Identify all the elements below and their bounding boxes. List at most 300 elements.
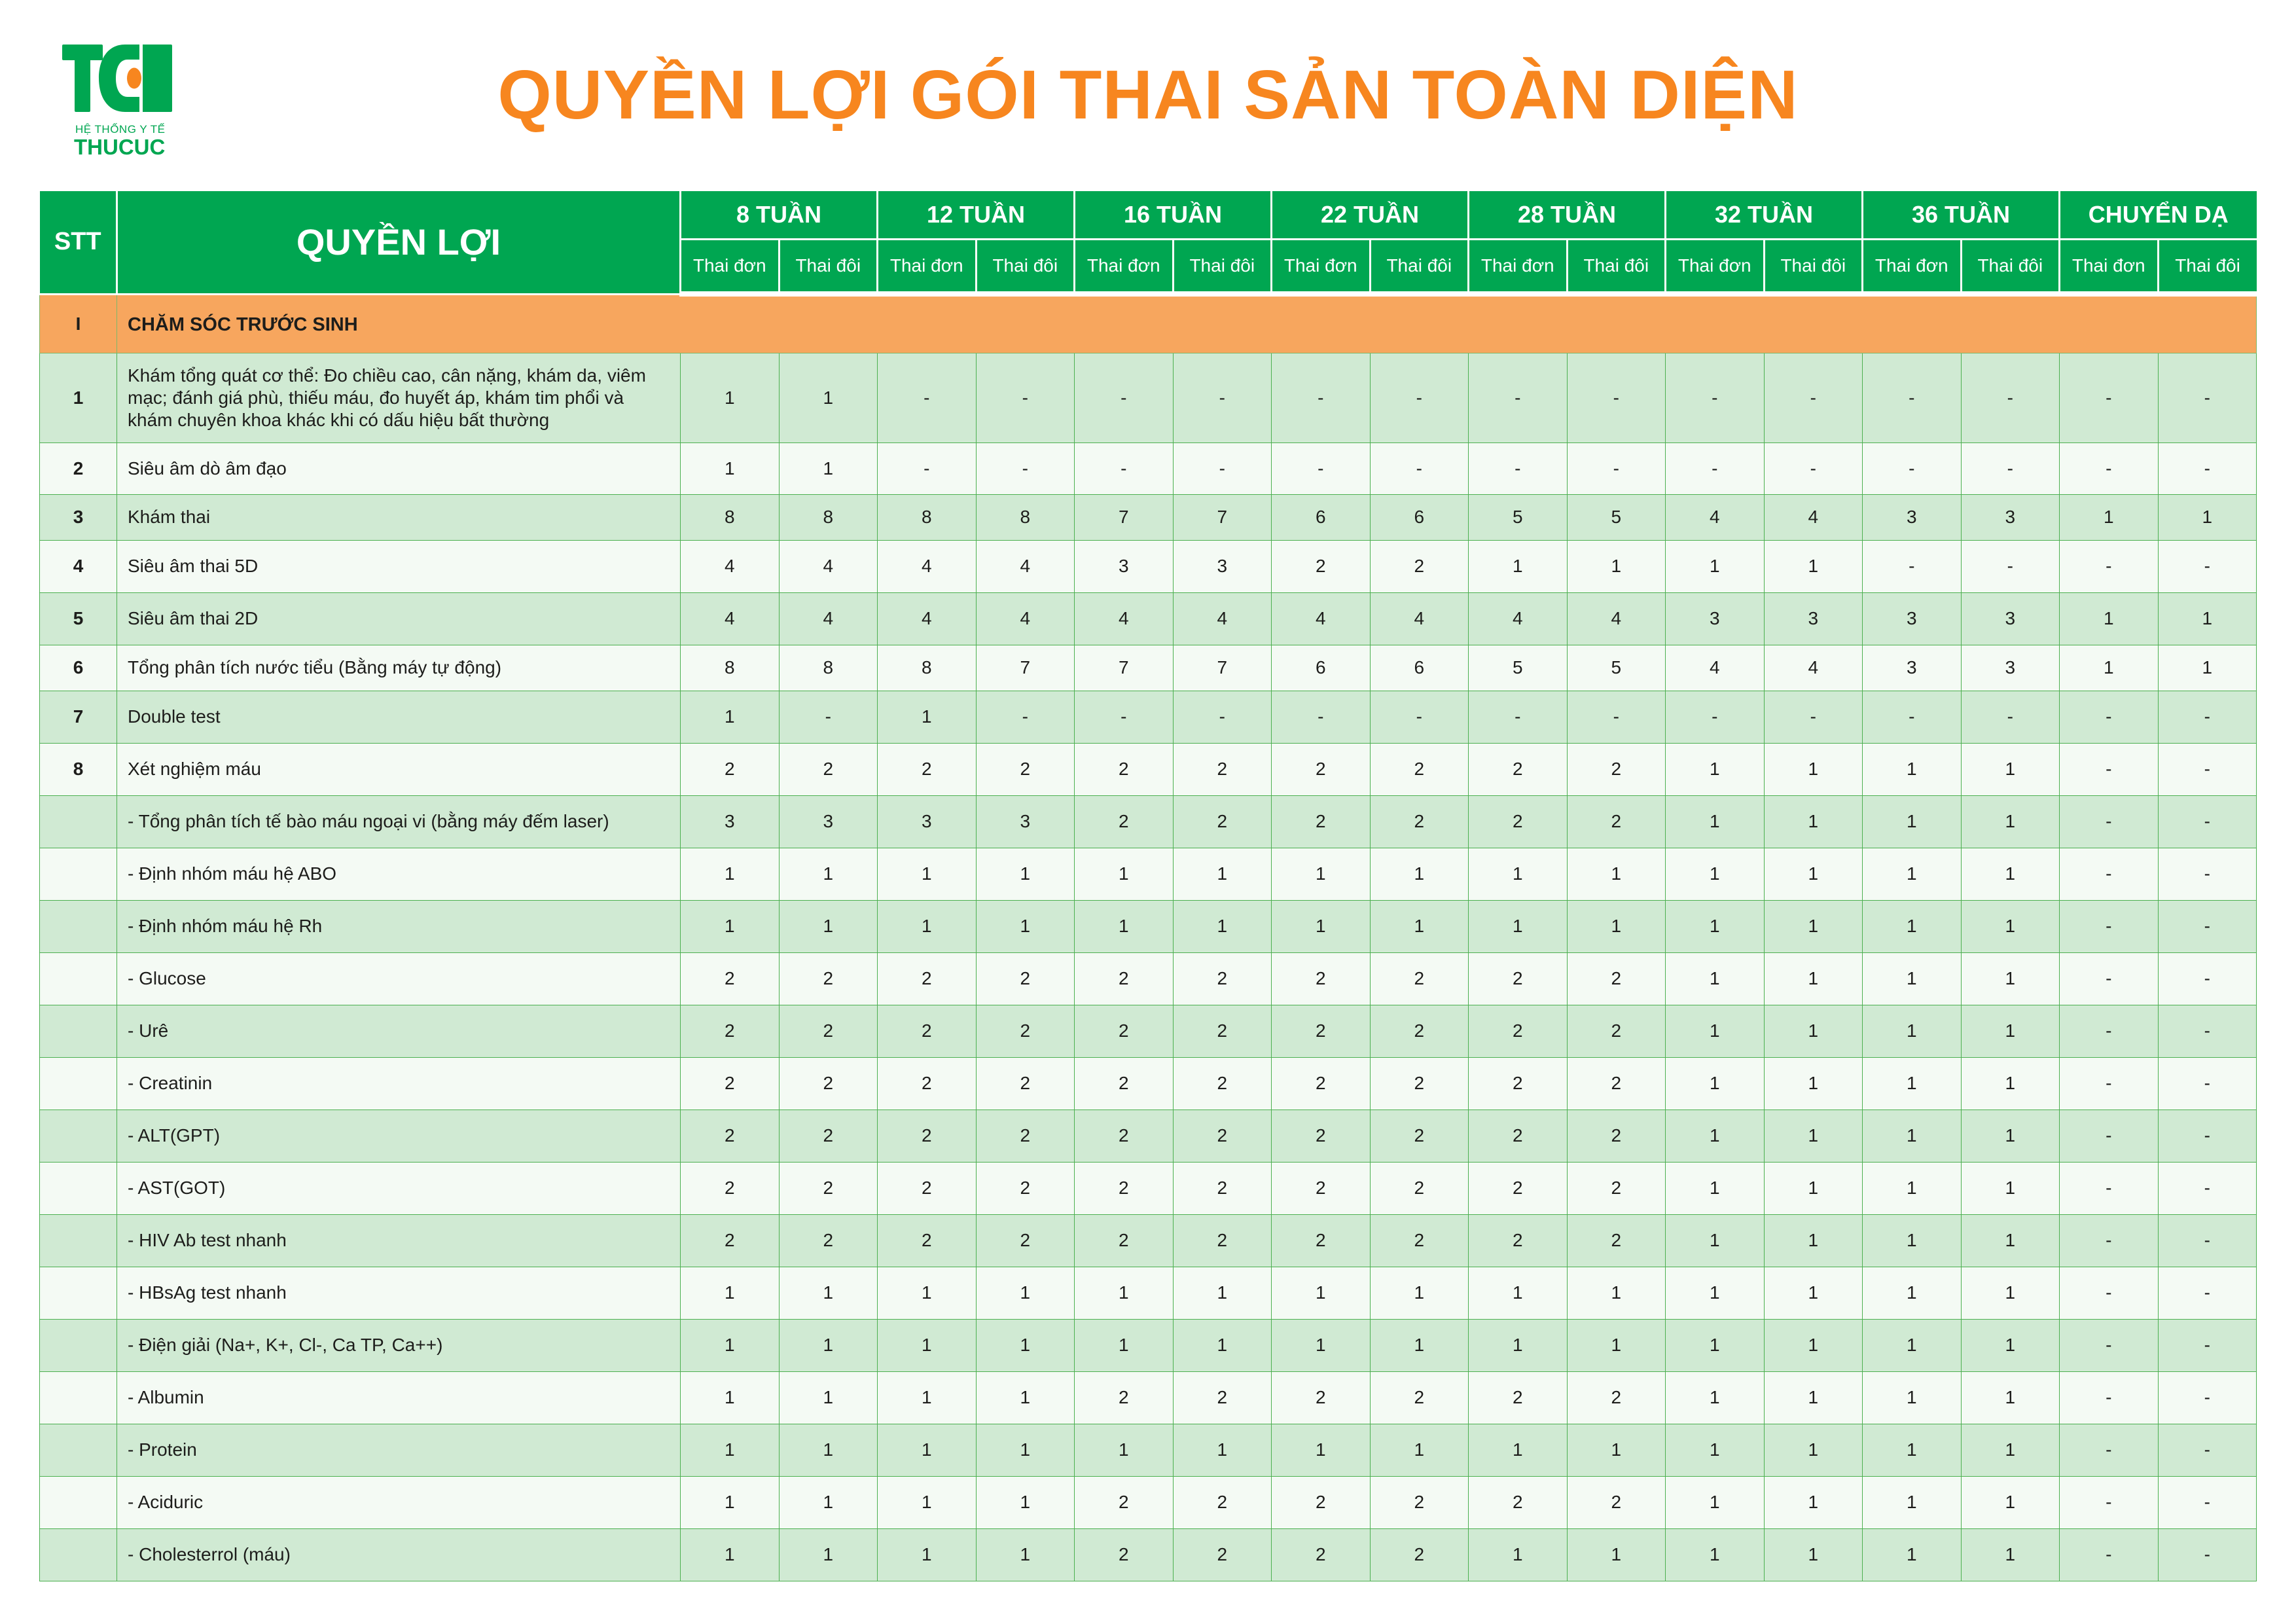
row-stt: 2 xyxy=(40,442,117,494)
row-value-cell: 1 xyxy=(779,1476,878,1528)
row-value-cell: 2 xyxy=(1075,1005,1174,1057)
row-value-cell: 3 xyxy=(1666,592,1765,645)
row-benefit-label: - Điện giải (Na+, K+, Cl-, Ca TP, Ca++) xyxy=(117,1319,681,1371)
row-value-cell: 1 xyxy=(1469,1319,1568,1371)
table-row xyxy=(40,691,2257,743)
row-value-cell: 4 xyxy=(976,540,1075,592)
row-value-cell: 1 xyxy=(1370,900,1469,952)
row-value-cell: 2 xyxy=(1469,952,1568,1005)
row-value-cell: 1 xyxy=(1764,1476,1863,1528)
row-value-cell: 4 xyxy=(1173,592,1272,645)
row-value-cell: 1 xyxy=(1666,1057,1765,1110)
row-value-cell: - xyxy=(2060,1371,2159,1424)
row-value-cell: 2 xyxy=(878,1110,977,1162)
subheader-twin: Thai đôi xyxy=(779,239,878,294)
row-value-cell: 2 xyxy=(976,1162,1075,1214)
table-row xyxy=(40,1214,2257,1267)
row-benefit-label: - Định nhóm máu hệ ABO xyxy=(117,848,681,900)
row-value-cell: 1 xyxy=(1863,1476,1962,1528)
row-value-cell: - xyxy=(1863,353,1962,442)
row-value-cell: 2 xyxy=(1469,1110,1568,1162)
row-value-cell: - xyxy=(1567,691,1666,743)
row-value-cell: 1 xyxy=(1567,1424,1666,1476)
row-benefit-label: - HIV Ab test nhanh xyxy=(117,1214,681,1267)
row-value-cell: - xyxy=(2158,1424,2257,1476)
row-value-cell: 1 xyxy=(976,848,1075,900)
row-value-cell: - xyxy=(1370,442,1469,494)
row-value-cell: 1 xyxy=(878,1476,977,1528)
table-row xyxy=(40,592,2257,645)
row-value-cell: 1 xyxy=(1469,1528,1568,1581)
row-value-cell: - xyxy=(2158,442,2257,494)
row-value-cell: 2 xyxy=(976,1214,1075,1267)
row-value-cell: 1 xyxy=(878,1424,977,1476)
row-benefit-label: - HBsAg test nhanh xyxy=(117,1267,681,1319)
table-row xyxy=(40,494,2257,540)
row-value-cell: - xyxy=(2060,952,2159,1005)
row-stt xyxy=(40,1057,117,1110)
row-value-cell: 2 xyxy=(1075,952,1174,1005)
row-value-cell: - xyxy=(2158,691,2257,743)
row-value-cell: - xyxy=(2158,1057,2257,1110)
row-value-cell: 1 xyxy=(1666,1319,1765,1371)
row-value-cell: 1 xyxy=(2158,494,2257,540)
row-value-cell: 1 xyxy=(1075,848,1174,900)
row-value-cell: 2 xyxy=(1469,1476,1568,1528)
header-stt: STT xyxy=(40,191,117,294)
row-benefit-label: Khám tổng quát cơ thể: Đo chiều cao, cân nặng, khám da, viêm mạc; đánh giá phù, thiếu máu, đo huyết áp, khám tim phổi và khám chuyên khoa khác khi có dấu hiệu bất thường xyxy=(117,353,681,442)
row-value-cell: 4 xyxy=(1469,592,1568,645)
row-value-cell: 7 xyxy=(976,645,1075,691)
row-value-cell: 2 xyxy=(1272,540,1371,592)
row-value-cell: - xyxy=(1666,691,1765,743)
row-value-cell: 1 xyxy=(1370,1424,1469,1476)
row-value-cell: 2 xyxy=(1173,952,1272,1005)
row-value-cell: 4 xyxy=(878,540,977,592)
subheader-single: Thai đơn xyxy=(1075,239,1174,294)
row-value-cell: 2 xyxy=(1075,1110,1174,1162)
row-benefit-label: - AST(GOT) xyxy=(117,1162,681,1214)
row-value-cell: - xyxy=(2060,1528,2159,1581)
row-value-cell: 2 xyxy=(1272,743,1371,795)
header-group-16-weeks: 16 TUẦN xyxy=(1075,191,1272,239)
row-value-cell: 2 xyxy=(1567,1005,1666,1057)
row-value-cell: 1 xyxy=(1764,1528,1863,1581)
row-value-cell: 2 xyxy=(1370,952,1469,1005)
row-value-cell: 2 xyxy=(1469,1214,1568,1267)
row-benefit-label: - Tổng phân tích tế bào máu ngoại vi (bằng máy đếm laser) xyxy=(117,795,681,848)
row-value-cell: - xyxy=(2060,1319,2159,1371)
row-value-cell: 1 xyxy=(681,1319,780,1371)
row-value-cell: 1 xyxy=(1863,743,1962,795)
row-value-cell: 1 xyxy=(1764,848,1863,900)
row-value-cell: 3 xyxy=(878,795,977,848)
row-value-cell: 2 xyxy=(1272,1110,1371,1162)
table-row xyxy=(40,1005,2257,1057)
row-value-cell: 1 xyxy=(779,1267,878,1319)
row-value-cell: 2 xyxy=(1173,1005,1272,1057)
row-value-cell: - xyxy=(2158,353,2257,442)
row-stt xyxy=(40,1214,117,1267)
row-value-cell: 1 xyxy=(1567,1267,1666,1319)
row-value-cell: 1 xyxy=(1075,1424,1174,1476)
row-value-cell: 1 xyxy=(1961,1110,2060,1162)
section-label: CHĂM SÓC TRƯỚC SINH xyxy=(117,294,2257,353)
row-benefit-label: Siêu âm thai 5D xyxy=(117,540,681,592)
row-value-cell: 6 xyxy=(1272,494,1371,540)
logo-name: THUCUC xyxy=(74,135,166,159)
row-value-cell: 1 xyxy=(878,1319,977,1371)
subheader-twin: Thai đôi xyxy=(976,239,1075,294)
row-stt xyxy=(40,1528,117,1581)
row-value-cell: 1 xyxy=(2060,645,2159,691)
row-value-cell: - xyxy=(2158,1528,2257,1581)
subheader-twin: Thai đôi xyxy=(1764,239,1863,294)
row-value-cell: 1 xyxy=(878,848,977,900)
row-value-cell: 3 xyxy=(1961,494,2060,540)
row-value-cell: 3 xyxy=(1075,540,1174,592)
row-value-cell: 2 xyxy=(1173,1162,1272,1214)
row-value-cell: 2 xyxy=(1173,1214,1272,1267)
row-value-cell: 4 xyxy=(976,592,1075,645)
row-value-cell: 1 xyxy=(878,691,977,743)
row-value-cell: 2 xyxy=(1272,1214,1371,1267)
row-value-cell: 2 xyxy=(681,743,780,795)
table-row xyxy=(40,1476,2257,1528)
row-value-cell: 1 xyxy=(2060,494,2159,540)
row-value-cell: 2 xyxy=(681,1214,780,1267)
row-value-cell: 1 xyxy=(1863,900,1962,952)
row-value-cell: 2 xyxy=(681,1057,780,1110)
row-value-cell: - xyxy=(878,442,977,494)
row-value-cell: 2 xyxy=(779,1005,878,1057)
row-value-cell: 2 xyxy=(681,1005,780,1057)
row-value-cell: 2 xyxy=(1370,1057,1469,1110)
row-value-cell: 1 xyxy=(1370,848,1469,900)
row-stt xyxy=(40,1267,117,1319)
row-value-cell: 2 xyxy=(1370,795,1469,848)
row-value-cell: - xyxy=(1567,442,1666,494)
table-row xyxy=(40,1528,2257,1581)
row-value-cell: - xyxy=(2060,353,2159,442)
row-value-cell: 2 xyxy=(1272,1057,1371,1110)
row-value-cell: 2 xyxy=(1567,952,1666,1005)
row-value-cell: 2 xyxy=(1075,1371,1174,1424)
row-value-cell: 2 xyxy=(1075,743,1174,795)
row-value-cell: 1 xyxy=(1961,1528,2060,1581)
row-value-cell: 2 xyxy=(1370,1005,1469,1057)
section-stt: I xyxy=(40,294,117,353)
row-value-cell: - xyxy=(2060,1267,2159,1319)
row-value-cell: 1 xyxy=(1075,1267,1174,1319)
row-value-cell: 4 xyxy=(779,592,878,645)
row-value-cell: - xyxy=(2060,1424,2159,1476)
row-value-cell: 1 xyxy=(1961,1267,2060,1319)
row-value-cell: - xyxy=(1173,353,1272,442)
row-value-cell: 1 xyxy=(976,1371,1075,1424)
row-value-cell: 1 xyxy=(779,442,878,494)
row-value-cell: - xyxy=(1961,442,2060,494)
row-value-cell: 5 xyxy=(1469,494,1568,540)
row-value-cell: - xyxy=(2060,1214,2159,1267)
row-value-cell: 1 xyxy=(1370,1319,1469,1371)
row-value-cell: 1 xyxy=(779,1528,878,1581)
row-value-cell: 1 xyxy=(1863,1005,1962,1057)
row-stt: 1 xyxy=(40,353,117,442)
row-value-cell: 1 xyxy=(1863,1162,1962,1214)
row-value-cell: - xyxy=(2158,540,2257,592)
row-stt: 4 xyxy=(40,540,117,592)
row-value-cell: 1 xyxy=(1961,1476,2060,1528)
row-benefit-label: Tổng phân tích nước tiểu (Bằng máy tự động) xyxy=(117,645,681,691)
row-value-cell: 2 xyxy=(681,1110,780,1162)
subheader-single: Thai đơn xyxy=(681,239,780,294)
row-value-cell: 2 xyxy=(1173,795,1272,848)
row-value-cell: 7 xyxy=(1075,494,1174,540)
row-value-cell: 1 xyxy=(1961,1319,2060,1371)
row-value-cell: 2 xyxy=(976,1110,1075,1162)
row-value-cell: - xyxy=(976,353,1075,442)
table-header xyxy=(40,191,2257,294)
row-value-cell: 2 xyxy=(1567,743,1666,795)
row-value-cell: 2 xyxy=(1370,743,1469,795)
row-value-cell: 3 xyxy=(1173,540,1272,592)
row-value-cell: - xyxy=(1370,353,1469,442)
row-value-cell: 1 xyxy=(681,1424,780,1476)
row-value-cell: 1 xyxy=(878,1528,977,1581)
row-value-cell: 2 xyxy=(779,952,878,1005)
row-value-cell: - xyxy=(2158,795,2257,848)
table-row xyxy=(40,1424,2257,1476)
row-value-cell: 2 xyxy=(1173,1057,1272,1110)
row-value-cell: - xyxy=(1469,353,1568,442)
row-value-cell: 1 xyxy=(1666,1005,1765,1057)
row-value-cell: 5 xyxy=(1567,494,1666,540)
row-value-cell: 1 xyxy=(878,1371,977,1424)
row-value-cell: 2 xyxy=(1272,1528,1371,1581)
subheader-single: Thai đơn xyxy=(2060,239,2159,294)
row-value-cell: - xyxy=(1961,353,2060,442)
row-value-cell: 1 xyxy=(976,1319,1075,1371)
row-value-cell: 2 xyxy=(1567,1214,1666,1267)
row-value-cell: 2 xyxy=(1272,1371,1371,1424)
page-title: QUYỀN LỢI GÓI THAI SẢN TOÀN DIỆN xyxy=(497,56,1799,134)
row-value-cell: 2 xyxy=(1075,1162,1174,1214)
row-value-cell: 1 xyxy=(1961,1424,2060,1476)
row-value-cell: 2 xyxy=(1075,795,1174,848)
row-value-cell: 2 xyxy=(878,952,977,1005)
row-value-cell: 2 xyxy=(1075,1214,1174,1267)
row-value-cell: 2 xyxy=(976,1005,1075,1057)
row-stt xyxy=(40,900,117,952)
benefits-table xyxy=(39,191,2257,1581)
row-value-cell: 1 xyxy=(1764,952,1863,1005)
row-value-cell: 1 xyxy=(1666,900,1765,952)
row-value-cell: 3 xyxy=(1863,494,1962,540)
row-value-cell: 7 xyxy=(1173,494,1272,540)
row-value-cell: 1 xyxy=(1666,1528,1765,1581)
row-value-cell: 1 xyxy=(1764,1057,1863,1110)
row-value-cell: - xyxy=(2060,1057,2159,1110)
header-group-labor: CHUYỂN DẠ xyxy=(2060,191,2257,239)
row-value-cell: 1 xyxy=(1666,795,1765,848)
header-benefit: QUYỀN LỢI xyxy=(117,191,681,294)
table-row xyxy=(40,743,2257,795)
row-value-cell: - xyxy=(1075,353,1174,442)
row-value-cell: 1 xyxy=(1863,1371,1962,1424)
row-benefit-label: - Protein xyxy=(117,1424,681,1476)
row-value-cell: - xyxy=(1666,442,1765,494)
row-stt xyxy=(40,952,117,1005)
row-value-cell: 3 xyxy=(1961,645,2060,691)
row-value-cell: 4 xyxy=(681,592,780,645)
row-value-cell: 1 xyxy=(681,353,780,442)
row-value-cell: - xyxy=(976,691,1075,743)
row-value-cell: 1 xyxy=(1863,952,1962,1005)
row-value-cell: - xyxy=(2060,1162,2159,1214)
row-value-cell: 1 xyxy=(1961,1057,2060,1110)
row-value-cell: 1 xyxy=(1370,1267,1469,1319)
row-value-cell: 1 xyxy=(1764,1214,1863,1267)
table-row xyxy=(40,1319,2257,1371)
table-row xyxy=(40,848,2257,900)
row-value-cell: 1 xyxy=(681,1528,780,1581)
header-group-28-weeks: 28 TUẦN xyxy=(1469,191,1666,239)
row-value-cell: 1 xyxy=(1764,1005,1863,1057)
row-value-cell: - xyxy=(1567,353,1666,442)
row-value-cell: 1 xyxy=(1666,1110,1765,1162)
row-stt xyxy=(40,1110,117,1162)
row-value-cell: 1 xyxy=(681,442,780,494)
row-value-cell: 1 xyxy=(1764,1424,1863,1476)
row-value-cell: 2 xyxy=(1173,1528,1272,1581)
row-benefit-label: Siêu âm dò âm đạo xyxy=(117,442,681,494)
row-value-cell: 4 xyxy=(681,540,780,592)
row-value-cell: - xyxy=(2158,1267,2257,1319)
row-stt xyxy=(40,1319,117,1371)
row-value-cell: 1 xyxy=(1961,743,2060,795)
row-value-cell: - xyxy=(1961,540,2060,592)
row-value-cell: 2 xyxy=(976,1057,1075,1110)
subheader-single: Thai đơn xyxy=(1469,239,1568,294)
row-value-cell: 1 xyxy=(1173,1319,1272,1371)
row-value-cell: 1 xyxy=(1272,1424,1371,1476)
table-row xyxy=(40,900,2257,952)
row-value-cell: - xyxy=(1764,691,1863,743)
subheader-single: Thai đơn xyxy=(1272,239,1371,294)
table-row xyxy=(40,952,2257,1005)
row-value-cell: 1 xyxy=(1567,1319,1666,1371)
row-value-cell: - xyxy=(2060,691,2159,743)
row-value-cell: 2 xyxy=(779,1110,878,1162)
row-value-cell: 3 xyxy=(1863,645,1962,691)
row-value-cell: 1 xyxy=(1567,540,1666,592)
subheader-single: Thai đơn xyxy=(1666,239,1765,294)
row-value-cell: - xyxy=(2158,1162,2257,1214)
row-value-cell: 1 xyxy=(1863,1267,1962,1319)
row-stt: 6 xyxy=(40,645,117,691)
row-value-cell: 1 xyxy=(1863,1528,1962,1581)
row-value-cell: - xyxy=(2158,848,2257,900)
row-value-cell: 2 xyxy=(1173,1110,1272,1162)
row-value-cell: 2 xyxy=(779,743,878,795)
row-value-cell: 1 xyxy=(1173,1424,1272,1476)
row-value-cell: 3 xyxy=(1961,592,2060,645)
row-value-cell: 8 xyxy=(681,494,780,540)
row-value-cell: 2 xyxy=(1075,1057,1174,1110)
row-value-cell: 1 xyxy=(878,900,977,952)
row-value-cell: 1 xyxy=(2060,592,2159,645)
row-value-cell: - xyxy=(2060,442,2159,494)
row-value-cell: - xyxy=(2158,952,2257,1005)
row-value-cell: 2 xyxy=(1567,1162,1666,1214)
row-value-cell: 1 xyxy=(1961,1214,2060,1267)
row-value-cell: 1 xyxy=(1567,900,1666,952)
row-value-cell: 2 xyxy=(1567,795,1666,848)
row-value-cell: - xyxy=(2158,743,2257,795)
row-value-cell: 3 xyxy=(681,795,780,848)
row-value-cell: - xyxy=(1272,691,1371,743)
row-value-cell: 8 xyxy=(976,494,1075,540)
row-stt xyxy=(40,1162,117,1214)
row-value-cell: - xyxy=(2158,1214,2257,1267)
row-stt xyxy=(40,848,117,900)
subheader-single: Thai đơn xyxy=(1863,239,1962,294)
row-value-cell: 1 xyxy=(1666,1371,1765,1424)
row-value-cell: 1 xyxy=(976,1424,1075,1476)
row-value-cell: 1 xyxy=(1961,1005,2060,1057)
row-value-cell: 2 xyxy=(1567,1057,1666,1110)
row-value-cell: - xyxy=(2158,1319,2257,1371)
row-value-cell: - xyxy=(878,353,977,442)
row-value-cell: 2 xyxy=(1469,1371,1568,1424)
row-benefit-label: - Cholesterrol (máu) xyxy=(117,1528,681,1581)
row-value-cell: 8 xyxy=(878,645,977,691)
row-value-cell: 5 xyxy=(1567,645,1666,691)
row-value-cell: 1 xyxy=(1961,848,2060,900)
row-value-cell: 1 xyxy=(779,353,878,442)
row-value-cell: 1 xyxy=(1961,900,2060,952)
row-value-cell: 1 xyxy=(1666,1476,1765,1528)
subheader-twin: Thai đôi xyxy=(1173,239,1272,294)
table-row xyxy=(40,1162,2257,1214)
row-value-cell: - xyxy=(1666,353,1765,442)
row-benefit-label: - Creatinin xyxy=(117,1057,681,1110)
row-value-cell: 6 xyxy=(1370,494,1469,540)
row-value-cell: - xyxy=(1863,442,1962,494)
row-value-cell: - xyxy=(1370,691,1469,743)
row-stt xyxy=(40,1005,117,1057)
row-value-cell: 1 xyxy=(1469,1424,1568,1476)
header-group-36-weeks: 36 TUẦN xyxy=(1863,191,2060,239)
row-value-cell: 4 xyxy=(1764,494,1863,540)
row-value-cell: - xyxy=(1173,691,1272,743)
row-value-cell: - xyxy=(1075,442,1174,494)
table-row xyxy=(40,353,2257,442)
row-value-cell: - xyxy=(1173,442,1272,494)
row-value-cell: 1 xyxy=(779,1319,878,1371)
row-value-cell: 2 xyxy=(779,1057,878,1110)
row-value-cell: 1 xyxy=(1173,848,1272,900)
row-stt xyxy=(40,1424,117,1476)
row-value-cell: 1 xyxy=(1666,1267,1765,1319)
subheader-twin: Thai đôi xyxy=(1961,239,2060,294)
row-value-cell: 7 xyxy=(1075,645,1174,691)
row-value-cell: - xyxy=(2060,848,2159,900)
row-value-cell: 6 xyxy=(1272,645,1371,691)
row-value-cell: - xyxy=(976,442,1075,494)
row-value-cell: 1 xyxy=(1666,1162,1765,1214)
